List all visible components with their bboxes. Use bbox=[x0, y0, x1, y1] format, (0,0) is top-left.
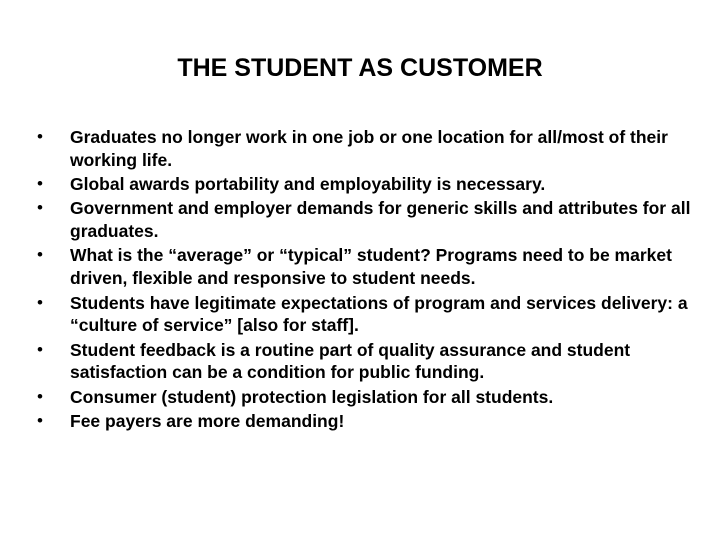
slide-title: THE STUDENT AS CUSTOMER bbox=[177, 54, 543, 82]
bullet-icon: • bbox=[37, 339, 43, 359]
bullet-text: What is the “average” or “typical” student? Programs need to be market driven, flexible and responsive to student needs. bbox=[70, 245, 672, 289]
list-item bbox=[37, 339, 697, 385]
bullet-icon: • bbox=[37, 174, 43, 194]
list-item bbox=[37, 197, 697, 243]
bullet-icon: • bbox=[37, 411, 43, 431]
bullet-icon: • bbox=[37, 292, 43, 312]
list-item bbox=[37, 244, 697, 290]
bullet-text: Student feedback is a routine part of quality assurance and student satisfaction can be a condition for public funding. bbox=[70, 339, 631, 383]
bullet-list bbox=[37, 126, 697, 434]
list-item bbox=[37, 126, 697, 172]
list-item bbox=[37, 173, 697, 196]
list-item bbox=[37, 292, 697, 338]
bullet-text: Global awards portability and employability is necessary. bbox=[70, 174, 546, 195]
bullet-text: Students have legitimate expectations of program and services delivery: a “culture of service” [also for staff]. bbox=[70, 292, 688, 336]
list-item bbox=[37, 410, 697, 433]
bullet-text: Government and employer demands for generic skills and attributes for all graduates. bbox=[70, 198, 691, 242]
bullet-icon: • bbox=[37, 386, 43, 406]
list-item bbox=[37, 386, 697, 409]
bullet-icon: • bbox=[37, 127, 43, 146]
bullet-icon: • bbox=[37, 245, 43, 265]
bullet-text: Graduates no longer work in one job or one location for all/most of their working life. bbox=[70, 127, 668, 170]
bullet-text: Fee payers are more demanding! bbox=[70, 411, 345, 432]
bullet-icon: • bbox=[37, 198, 43, 218]
bullet-text: Consumer (student) protection legislation for all students. bbox=[70, 386, 554, 407]
